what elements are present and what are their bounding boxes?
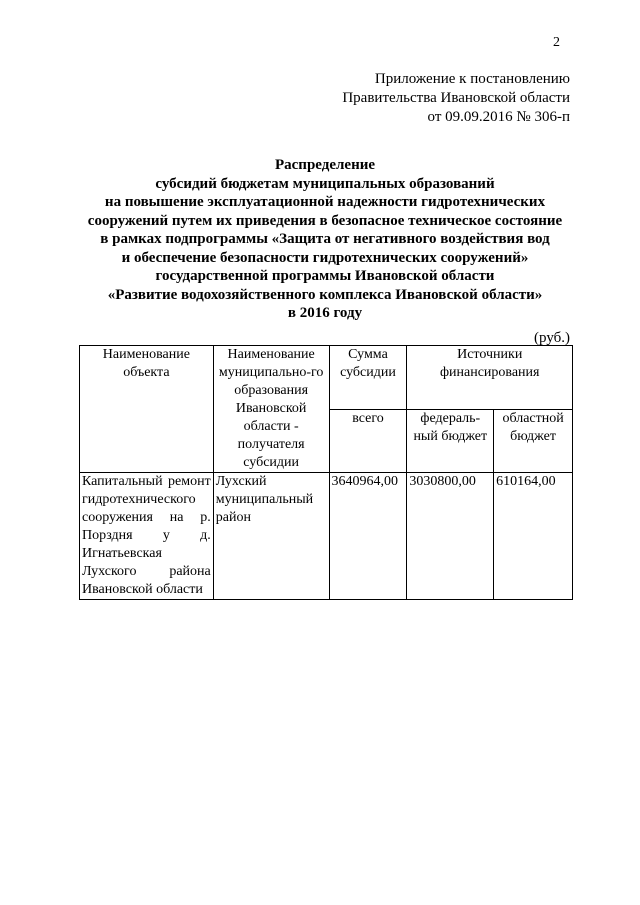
currency-unit: (руб.) — [534, 330, 570, 346]
cell-municipality: Лухский муниципальный район — [213, 473, 329, 600]
appendix-line: Приложение к постановлению — [374, 71, 570, 87]
title-line: «Развитие водохозяйственного комплекса Ивановской области» — [107, 286, 543, 303]
title-line: Распределение — [274, 157, 376, 173]
title-line: субсидий бюджетам муниципальных образований — [155, 175, 495, 192]
cell-federal: 3030800,00 — [407, 473, 494, 600]
header-regional: областной бюджет — [494, 409, 573, 473]
header-sources: Источники финансирования — [407, 346, 573, 410]
table-row — [80, 473, 573, 600]
header-federal: федераль-ный бюджет — [407, 409, 494, 473]
page-number: 2 — [553, 35, 560, 50]
title-line: государственной программы Ивановской области — [155, 268, 495, 284]
appendix-header — [342, 70, 570, 127]
title-line: и обеспечение безопасности гидротехнических сооружений» — [121, 249, 529, 266]
appendix-line: от 09.09.2016 № 306-п — [427, 109, 570, 125]
header-object-name: Наименование объекта — [80, 346, 214, 473]
header-total: всего — [329, 409, 407, 473]
subsidy-table — [79, 345, 573, 600]
table-header-row — [80, 346, 573, 410]
header-subsidy-sum: Сумма субсидии — [329, 346, 407, 410]
title-line: в 2016 году — [287, 305, 363, 321]
cell-object-name: Капитальный ремонт гидротехнического сооружения на р. Порздня у д. Игнатьевская Лухского района Ивановской области — [80, 473, 214, 600]
title-line: сооружений путем их приведения в безопасное техническое состояние — [87, 212, 563, 229]
document-title — [60, 156, 590, 323]
cell-regional: 610164,00 — [494, 473, 573, 600]
header-municipality: Наименование муниципально-го образования Ивановской области - получателя субсидии — [213, 346, 329, 473]
appendix-line: Правительства Ивановской области — [342, 90, 570, 106]
title-line: на повышение эксплуатационной надежности гидротехнических — [104, 194, 546, 210]
title-line: в рамках подпрограммы «Защита от негативного воздействия вод — [100, 231, 550, 247]
cell-total: 3640964,00 — [329, 473, 407, 600]
